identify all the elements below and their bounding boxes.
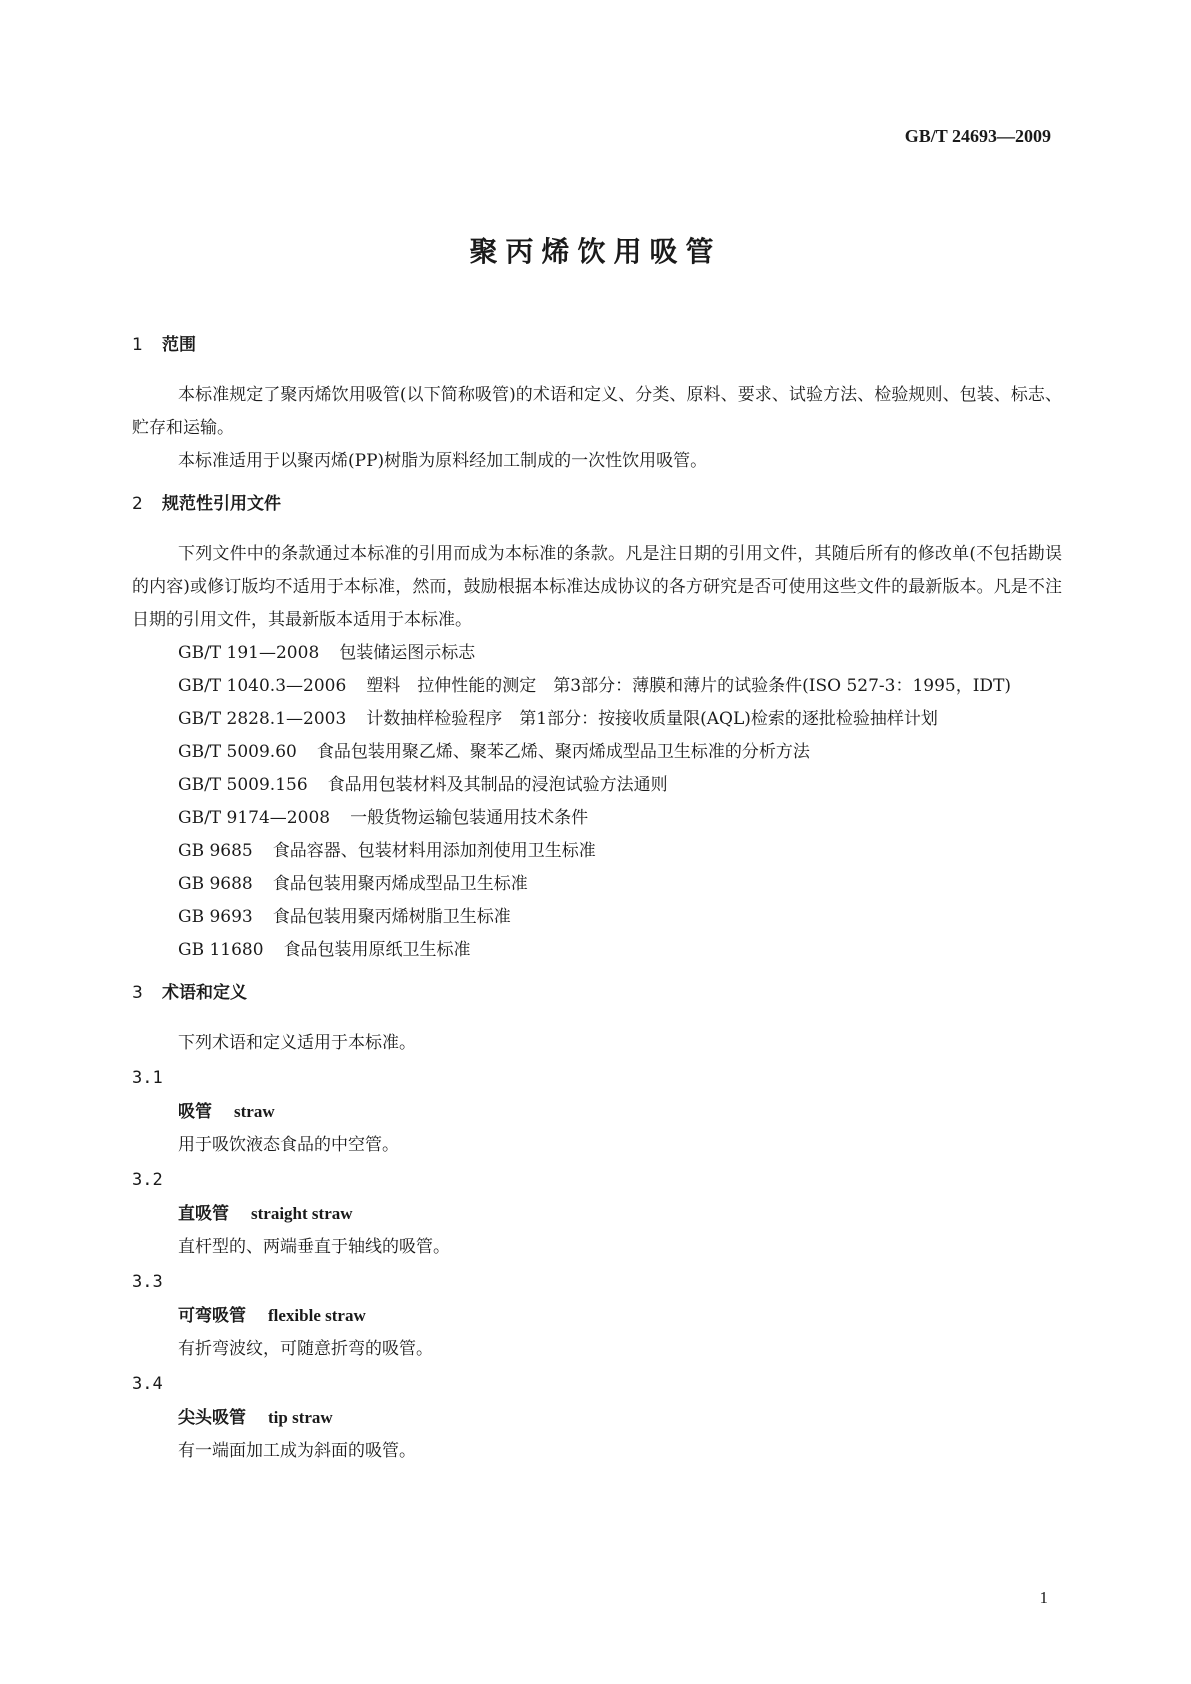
term-definition: 用于吸饮液态食品的中空管。 bbox=[178, 1135, 399, 1155]
term-entry bbox=[132, 1095, 1062, 1129]
term-english: flexible straw bbox=[268, 1306, 366, 1325]
term-english: straw bbox=[234, 1102, 275, 1121]
reference-title: 塑料 拉伸性能的测定 第3部分：薄膜和薄片的试验条件(ISO 527-3：1995，IDT) bbox=[366, 676, 1012, 696]
terms-intro-paragraph: 下列术语和定义适用于本标准。 bbox=[178, 1033, 416, 1053]
reference-item bbox=[132, 901, 1062, 934]
reference-item bbox=[132, 835, 1062, 868]
reference-item bbox=[132, 736, 1062, 769]
term-entry bbox=[132, 1197, 1062, 1231]
reference-code: GB/T 5009.60 bbox=[178, 742, 297, 762]
term-definition: 有折弯波纹，可随意折弯的吸管。 bbox=[178, 1339, 433, 1359]
section-number: 2 bbox=[132, 494, 143, 514]
reference-code: GB/T 191—2008 bbox=[178, 643, 320, 663]
reference-item bbox=[132, 637, 1062, 670]
reference-title: 计数抽样检验程序 第1部分：按接收质量限(AQL)检索的逐批检验抽样计划 bbox=[366, 709, 938, 729]
reference-title: 食品包装用聚丙烯成型品卫生标准 bbox=[272, 874, 528, 894]
page-number: 1 bbox=[1039, 1588, 1048, 1607]
term-chinese: 吸管 bbox=[178, 1102, 212, 1122]
reference-code: GB 9688 bbox=[178, 874, 253, 894]
reference-code: GB/T 5009.156 bbox=[178, 775, 308, 795]
section-title: 术语和定义 bbox=[162, 983, 247, 1003]
term-chinese: 尖头吸管 bbox=[178, 1408, 246, 1428]
reference-item bbox=[132, 802, 1062, 835]
reference-title: 包装储运图示标志 bbox=[339, 643, 476, 663]
reference-title: 食品用包装材料及其制品的浸泡试验方法通则 bbox=[327, 775, 668, 795]
document-title: 聚丙烯饮用吸管 bbox=[469, 235, 722, 268]
section-title: 范围 bbox=[162, 335, 196, 355]
section-title: 规范性引用文件 bbox=[162, 494, 281, 514]
reference-code: GB 9685 bbox=[178, 841, 253, 861]
scope-paragraph-1: 本标准规定了聚丙烯饮用吸管(以下简称吸管)的术语和定义、分类、原料、要求、试验方法、检验规则、包装、标志、贮存和运输。 bbox=[132, 385, 1062, 438]
reference-title: 一般货物运输包装通用技术条件 bbox=[350, 808, 589, 828]
reference-title: 食品容器、包装材料用添加剂使用卫生标准 bbox=[272, 841, 596, 861]
term-entry bbox=[132, 1299, 1062, 1333]
section-number: 3 bbox=[132, 983, 143, 1003]
section-3-heading bbox=[132, 981, 1062, 1005]
term-english: straight straw bbox=[251, 1204, 353, 1223]
term-chinese: 直吸管 bbox=[178, 1204, 229, 1224]
clause-number: 3.2 bbox=[132, 1170, 163, 1190]
reference-code: GB 9693 bbox=[178, 907, 253, 927]
reference-title: 食品包装用原纸卫生标准 bbox=[283, 940, 471, 960]
reference-item bbox=[132, 868, 1062, 901]
reference-item bbox=[132, 703, 1062, 736]
reference-item bbox=[132, 670, 1062, 703]
clause-number: 3.1 bbox=[132, 1068, 163, 1088]
standard-number: GB/T 24693—2009 bbox=[904, 126, 1051, 146]
references-intro-paragraph: 下列文件中的条款通过本标准的引用而成为本标准的条款。凡是注日期的引用文件，其随后所有的修改单(不包括勘误的内容)或修订版均不适用于本标准，然而，鼓励根据本标准达成协议的各方研究是否可使用这些文件的最新版本。凡是不注日期的引用文件，其最新版本适用于本标准。 bbox=[132, 544, 1062, 630]
scope-paragraph-2: 本标准适用于以聚丙烯(PP)树脂为原料经加工制成的一次性饮用吸管。 bbox=[178, 451, 708, 471]
reference-item bbox=[132, 769, 1062, 802]
term-chinese: 可弯吸管 bbox=[178, 1306, 246, 1326]
document-body bbox=[132, 333, 1062, 1468]
reference-code: GB 11680 bbox=[178, 940, 264, 960]
reference-item bbox=[132, 934, 1062, 967]
term-entry bbox=[132, 1401, 1062, 1435]
term-english: tip straw bbox=[268, 1408, 333, 1427]
reference-title: 食品包装用聚丙烯树脂卫生标准 bbox=[272, 907, 511, 927]
reference-code: GB/T 1040.3—2006 bbox=[178, 676, 347, 696]
reference-code: GB/T 9174—2008 bbox=[178, 808, 331, 828]
term-definition: 直杆型的、两端垂直于轴线的吸管。 bbox=[178, 1237, 450, 1257]
clause-number: 3.3 bbox=[132, 1272, 163, 1292]
reference-title: 食品包装用聚乙烯、聚苯乙烯、聚丙烯成型品卫生标准的分析方法 bbox=[316, 742, 810, 762]
section-number: 1 bbox=[132, 335, 143, 355]
term-definition: 有一端面加工成为斜面的吸管。 bbox=[178, 1441, 416, 1461]
clause-number: 3.4 bbox=[132, 1374, 163, 1394]
section-1-heading bbox=[132, 333, 1062, 357]
section-2-heading bbox=[132, 492, 1062, 516]
reference-code: GB/T 2828.1—2003 bbox=[178, 709, 347, 729]
